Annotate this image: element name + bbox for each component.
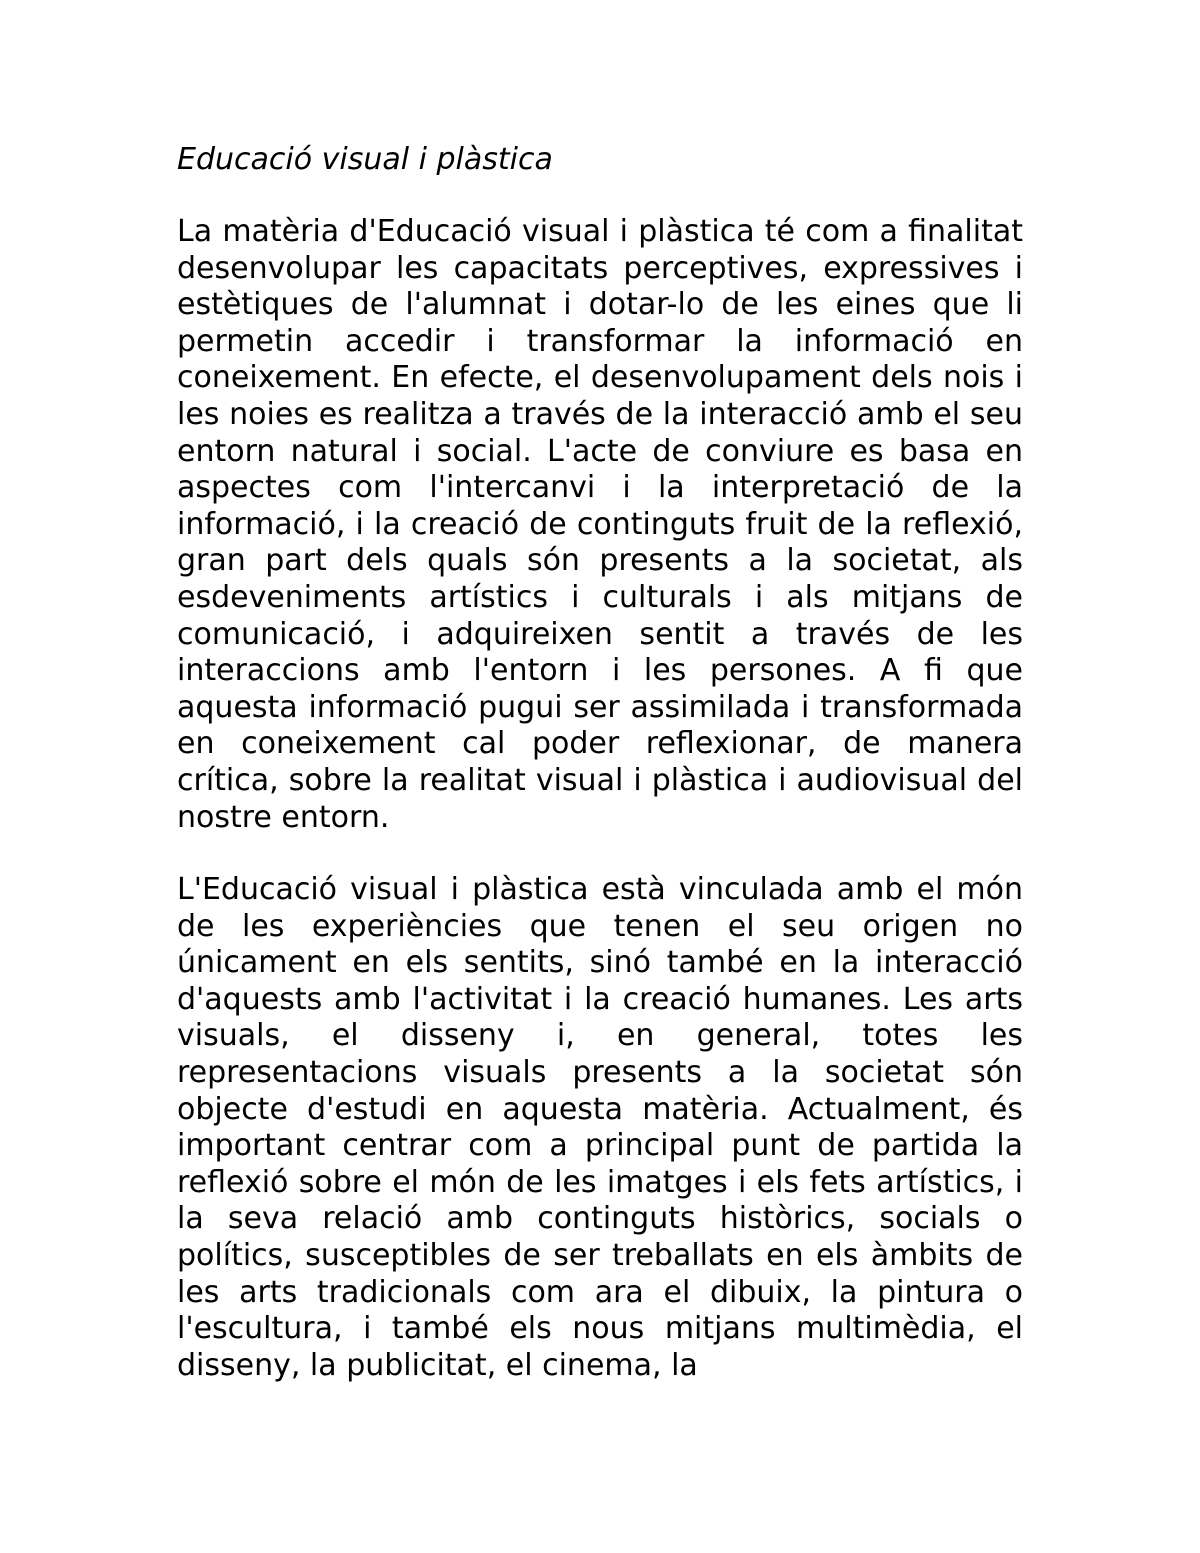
paragraph-2: L'Educació visual i plàstica està vinculada amb el món de les experiències que tenen el seu origen no únicament en els sentits, sinó també en la interacció d'aquests amb l'activitat i la creació humanes. Les arts visuals, el disseny i, en general, totes les representacions visuals presents a la societat són objecte d'estudi en aquesta matèria. Actualment, és important centrar com a principal punt de partida la reflexió sobre el món de les imatges i els fets artístics, i la seva relació amb continguts històrics, socials o polítics, susceptibles de ser treballats en els àmbits de les arts tradicionals com ara el dibuix, la pintura o l'escultura, i també els nous mitjans multimèdia, el disseny, la publicitat, el cinema, la — [177, 872, 1023, 1383]
paragraph-1: La matèria d'Educació visual i plàstica té com a finalitat desenvolupar les capacitats perceptives, expressives i estètiques de l'alumnat i dotar-lo de les eines que li permetin accedir i transformar la informació en coneixement. En efecte, el desenvolupament dels nois i les noies es realitza a través de la interacció amb el seu entorn natural i social. L'acte de conviure es basa en aspectes com l'intercanvi i la interpretació de la informació, i la creació de continguts fruit de la reflexió, gran part dels quals són presents a la societat, als esdeveniments artístics i culturals i als mitjans de comunicació, i adquireixen sentit a través de les interaccions amb l'entorn i les persones. A fi que aquesta informació pugui ser assimilada i transformada en coneixement cal poder reflexionar, de manera crítica, sobre la realitat visual i plàstica i audiovisual del nostre entorn. — [177, 214, 1023, 835]
document-title: Educació visual i plàstica — [177, 142, 553, 177]
document-body — [177, 140, 1023, 1384]
